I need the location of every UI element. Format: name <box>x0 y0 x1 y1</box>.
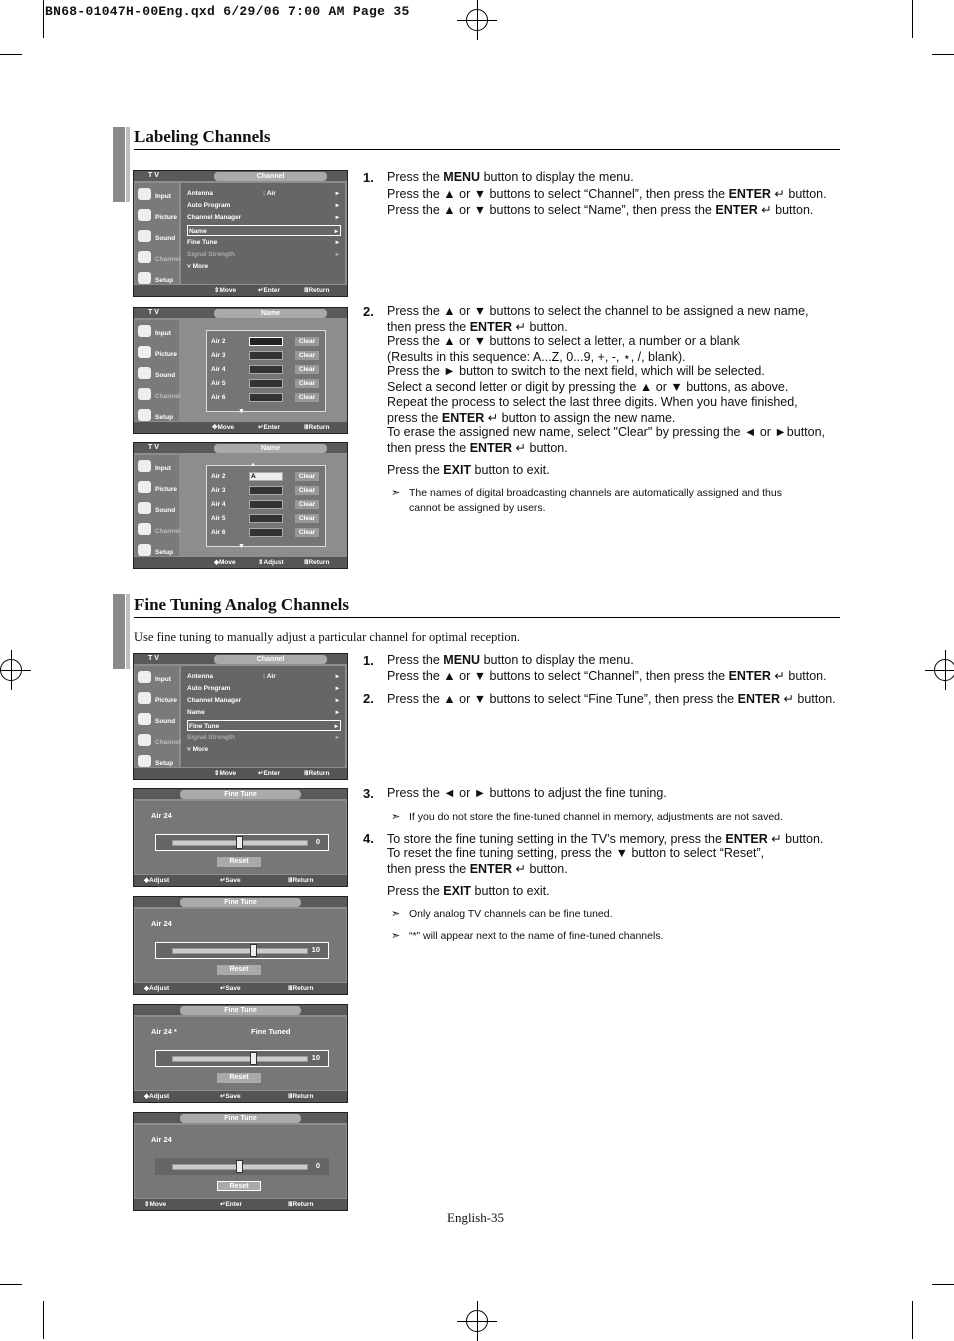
name-field <box>249 528 283 537</box>
move-hint: ✥ Move <box>212 424 235 431</box>
sidebar-label: Input <box>155 330 171 337</box>
return-hint: Ⅲ Return <box>304 287 330 294</box>
section-rule <box>134 617 840 618</box>
fine-tune-slider <box>155 1158 329 1175</box>
section-rule <box>134 149 840 150</box>
step-text: To erase the assigned new name, select "Clear" by pressing the ◄ or ►button, <box>387 425 826 439</box>
chevron-down-icon: ▼ <box>238 408 245 415</box>
channel-icon <box>138 388 151 400</box>
menu-item-label: Auto Program <box>187 685 231 692</box>
menu-item-label: More <box>192 746 209 753</box>
fine-tune-panel <box>135 1017 346 1090</box>
tv-menu-list <box>181 183 345 284</box>
arrow-right-icon: ▸ <box>335 709 339 716</box>
sidebar-label: Picture <box>155 697 178 704</box>
name-row: Air 5 Clear <box>211 378 321 389</box>
return-hint: Ⅲ Return <box>288 985 314 992</box>
name-field <box>249 379 283 388</box>
move-hint: ⇕ Move <box>144 1201 167 1208</box>
return-hint: Ⅲ Return <box>288 1201 314 1208</box>
menu-item-label: Channel Manager <box>187 697 242 704</box>
note-arrow-icon: ➣ <box>391 908 401 920</box>
sidebar-item-sound <box>135 710 179 730</box>
step-text: then press the ENTER ↵ button. <box>387 441 568 455</box>
page-number: English-35 <box>447 1210 505 1225</box>
name-field <box>249 500 283 509</box>
step-text: Repeat the process to select the last three digits. When you have finished, <box>387 395 798 409</box>
sidebar-label: Sound <box>155 718 176 725</box>
menu-item-auto-program <box>187 683 341 694</box>
clear-button: Clear <box>295 500 319 509</box>
slider-value: 10 <box>311 945 320 954</box>
menu-item-name <box>187 225 341 236</box>
fine-tuned-label: Fine Tuned <box>251 1027 291 1036</box>
picture-icon <box>138 209 151 221</box>
return-hint: Ⅲ Return <box>304 559 330 566</box>
setup-icon <box>138 755 151 767</box>
section-bar <box>113 127 125 202</box>
name-row: Air 3 Clear <box>211 485 321 496</box>
chevron-down-icon: ˅ <box>187 746 193 753</box>
menu-item-label: Auto Program <box>187 202 231 209</box>
registration-mark <box>466 1310 488 1332</box>
arrow-right-icon: ▸ <box>335 251 339 258</box>
step-text: To store the fine tuning setting in the TV’s memory, press the ENTER ↵ button. <box>387 832 824 846</box>
sound-icon <box>138 230 151 242</box>
slider-knob <box>236 836 243 849</box>
crop-mark <box>912 1301 913 1339</box>
sidebar-item-sound <box>135 499 179 519</box>
move-hint: ◆ Move <box>214 559 236 566</box>
channel-icon <box>138 251 151 263</box>
slider-knob <box>236 1160 243 1173</box>
arrow-right-icon: ▸ <box>334 228 338 235</box>
sidebar-label: Channel <box>155 393 181 400</box>
step-text: Press the EXIT button to exit. <box>387 463 550 477</box>
save-hint: ↵ Save <box>220 1093 241 1100</box>
menu-item-label: Fine Tune <box>187 239 218 246</box>
menu-item-antenna <box>187 188 341 199</box>
crop-mark <box>43 1301 44 1339</box>
name-row: Air 6 Clear <box>211 527 321 538</box>
step-number: 3. <box>363 786 374 801</box>
menu-item-more <box>187 744 341 755</box>
name-row: Air 2 A Clear <box>211 471 321 482</box>
note-arrow-icon: ➣ <box>391 811 401 823</box>
section-title: Fine Tuning Analog Channels <box>134 595 349 614</box>
step-text: Press the ▲ or ▼ buttons to select “Fine Tune”, then press the ENTER ↵ button. <box>387 692 836 706</box>
input-icon <box>138 671 151 683</box>
tv-screen-channel-menu <box>133 170 348 297</box>
step-text: Select a second letter or digit by pressing the ▲ or ▼ buttons, as above. <box>387 380 789 394</box>
clear-button: Clear <box>295 528 319 537</box>
sidebar-item-input <box>135 185 179 205</box>
fine-tune-panel <box>135 1125 346 1198</box>
adjust-hint: ◆ Adjust <box>144 985 170 992</box>
step-text: Press the MENU button to display the menu. <box>387 170 634 184</box>
crop-mark <box>0 54 22 55</box>
tv-screen-fine-tune-1 <box>133 788 348 887</box>
arrow-right-icon: ▸ <box>335 685 339 692</box>
sidebar-label: Picture <box>155 486 178 493</box>
tv-screen-channel-menu-finetune <box>133 653 348 780</box>
setup-icon <box>138 544 151 556</box>
menu-title: Name <box>214 309 327 318</box>
fine-tune-slider <box>155 942 329 959</box>
step-text: Press the ▲ or ▼ buttons to select “Name”, then press the ENTER ↵ button. <box>387 203 814 217</box>
name-row: Air 3 Clear <box>211 350 321 361</box>
tv-bottom-bar <box>134 285 347 296</box>
menu-title: Channel <box>214 172 327 181</box>
tv-menu-list <box>181 666 345 767</box>
clear-button: Clear <box>295 337 319 346</box>
input-icon <box>138 325 151 337</box>
picture-icon <box>138 692 151 704</box>
name-field: A <box>249 472 283 481</box>
menu-item-fine-tune <box>187 237 341 248</box>
return-hint: Ⅲ Return <box>288 1093 314 1100</box>
registration-mark <box>0 659 22 681</box>
step-text: then press the ENTER ↵ button. <box>387 862 568 876</box>
arrow-right-icon: ▸ <box>335 239 339 246</box>
sidebar-item-channel <box>135 248 179 268</box>
section-title: Labeling Channels <box>134 127 271 146</box>
tv-screen-name-edit <box>133 442 348 569</box>
menu-title: Name <box>214 444 327 453</box>
menu-item-label: Channel Manager <box>187 214 242 221</box>
note-text: If you do not store the fine-tuned channel in memory, adjustments are not saved. <box>409 811 783 823</box>
tv-screen-fine-tune-3 <box>133 1004 348 1103</box>
name-list <box>206 462 326 547</box>
slider-value: 0 <box>315 1161 320 1170</box>
sidebar-item-input <box>135 457 179 477</box>
tv-sidebar <box>135 320 179 421</box>
sidebar-label: Setup <box>155 549 174 556</box>
channel-icon <box>138 523 151 535</box>
name-row: Air 2 Clear <box>211 336 321 347</box>
enter-hint: ↵ Enter <box>220 1201 243 1208</box>
name-field <box>249 337 283 346</box>
enter-hint: ↵ Enter <box>258 424 281 431</box>
step-number: 2. <box>363 304 374 319</box>
menu-title: Fine Tune <box>180 1006 301 1015</box>
note-text: Only analog TV channels can be fine tuned. <box>409 908 613 920</box>
menu-item-label: More <box>192 263 209 270</box>
tv-label: T V <box>148 172 159 179</box>
crop-mark <box>43 0 44 38</box>
tv-bottom-bar <box>134 422 347 433</box>
tv-screen-fine-tune-2 <box>133 896 348 995</box>
name-field <box>249 514 283 523</box>
section-bar <box>113 594 125 669</box>
name-list <box>206 330 326 412</box>
step-number: 1. <box>363 653 374 668</box>
crop-mark <box>0 1284 22 1285</box>
tv-bottom-bar <box>134 875 347 886</box>
sidebar-label: Input <box>155 193 171 200</box>
slider-track <box>172 948 308 954</box>
arrow-right-icon: ▸ <box>335 190 339 197</box>
fine-tune-panel <box>135 909 346 982</box>
menu-item-fine-tune <box>187 720 341 731</box>
step-text: (Results in this sequence: A...Z, 0...9, +, -, ⋆, /, blank). <box>387 350 686 364</box>
name-row: Air 4 Clear <box>211 364 321 375</box>
clear-button: Clear <box>295 472 319 481</box>
enter-hint: ↵ Enter <box>258 287 281 294</box>
channel-label: Air 24 <box>151 1135 172 1144</box>
fine-tune-slider <box>155 834 329 851</box>
sidebar-item-picture <box>135 478 179 498</box>
menu-item-label: Signal Strength <box>187 251 236 258</box>
return-hint: Ⅲ Return <box>288 877 314 884</box>
sidebar-label: Channel <box>155 528 181 535</box>
clear-button: Clear <box>295 365 319 374</box>
step-text: Press the ▲ or ▼ buttons to select the channel to be assigned a new name, <box>387 304 809 318</box>
registration-mark <box>466 9 488 31</box>
step-text: press the ENTER ↵ button to assign the new name. <box>387 411 676 425</box>
registration-mark <box>934 659 954 681</box>
channel-icon <box>138 734 151 746</box>
reset-button: Reset <box>217 965 261 975</box>
tv-label: T V <box>148 309 159 316</box>
crop-mark <box>932 1284 954 1285</box>
sidebar-item-channel <box>135 731 179 751</box>
name-row: Air 4 Clear <box>211 499 321 510</box>
sidebar-label: Picture <box>155 214 178 221</box>
sidebar-item-input <box>135 668 179 688</box>
tv-sidebar <box>135 666 179 767</box>
menu-item-more <box>187 261 341 272</box>
menu-item-antenna <box>187 671 341 682</box>
step-text: Press the ▲ or ▼ buttons to select a letter, a number or a blank <box>387 334 740 348</box>
clear-button: Clear <box>295 351 319 360</box>
arrow-right-icon: ▸ <box>334 723 338 730</box>
note-arrow-icon: ➣ <box>391 930 401 942</box>
name-row: Air 6 Clear <box>211 392 321 403</box>
tv-bottom-bar <box>134 768 347 779</box>
menu-title: Channel <box>214 655 327 664</box>
step-text: Press the ► button to switch to the next field, which will be selected. <box>387 364 765 378</box>
sidebar-item-input <box>135 322 179 342</box>
menu-title: Fine Tune <box>180 898 301 907</box>
sidebar-label: Input <box>155 676 171 683</box>
arrow-right-icon: ▸ <box>335 673 339 680</box>
sound-icon <box>138 713 151 725</box>
chevron-up-icon: ▲ <box>250 462 256 468</box>
tv-bottom-bar <box>134 1199 347 1210</box>
note-text: The names of digital broadcasting channels are automatically assigned and thus <box>409 487 782 499</box>
menu-item-channel-manager <box>187 212 341 223</box>
clear-button: Clear <box>295 393 319 402</box>
sound-icon <box>138 367 151 379</box>
enter-hint: ↵ Enter <box>258 770 281 777</box>
sidebar-label: Channel <box>155 256 181 263</box>
clear-button: Clear <box>295 514 319 523</box>
menu-item-signal-strength <box>187 732 341 743</box>
setup-icon <box>138 272 151 284</box>
name-field <box>249 486 283 495</box>
note-arrow-icon: ➣ <box>391 487 401 499</box>
sidebar-label: Channel <box>155 739 181 746</box>
fine-tune-panel <box>135 801 346 874</box>
step-number: 2. <box>363 691 374 706</box>
sidebar-label: Sound <box>155 507 176 514</box>
sidebar-label: Sound <box>155 235 176 242</box>
picture-icon <box>138 481 151 493</box>
arrow-right-icon: ▸ <box>335 697 339 704</box>
menu-item-label: Name <box>189 228 207 235</box>
tv-bottom-bar <box>134 557 347 568</box>
menu-item-label: Fine Tune <box>189 723 220 730</box>
arrow-right-icon: ▸ <box>335 734 339 741</box>
return-hint: Ⅲ Return <box>304 424 330 431</box>
return-hint: Ⅲ Return <box>304 770 330 777</box>
sidebar-label: Sound <box>155 372 176 379</box>
clear-button: Clear <box>295 379 319 388</box>
adjust-hint: ⇕ Adjust <box>258 559 284 566</box>
menu-item-value: : Air <box>263 673 276 680</box>
tv-bottom-bar <box>134 1091 347 1102</box>
menu-item-label: Antenna <box>187 673 213 680</box>
save-hint: ↵ Save <box>220 985 241 992</box>
sidebar-item-picture <box>135 206 179 226</box>
step-text: Press the ▲ or ▼ buttons to select “Channel”, then press the ENTER ↵ button. <box>387 187 827 201</box>
channel-label: Air 24 * <box>151 1027 177 1036</box>
sidebar-label: Input <box>155 465 171 472</box>
step-text: Press the EXIT button to exit. <box>387 884 550 898</box>
menu-title: Fine Tune <box>180 790 301 799</box>
step-text: Press the MENU button to display the menu. <box>387 653 634 667</box>
step-text: Press the ▲ or ▼ buttons to select “Channel”, then press the ENTER ↵ button. <box>387 669 827 683</box>
channel-label: Air 24 <box>151 919 172 928</box>
sidebar-item-picture <box>135 689 179 709</box>
section-bar <box>126 594 130 669</box>
setup-icon <box>138 409 151 421</box>
tv-sidebar <box>135 183 179 284</box>
name-field <box>249 393 283 402</box>
sidebar-label: Setup <box>155 277 174 284</box>
step-number: 4. <box>363 831 374 846</box>
menu-item-label: Signal Strength <box>187 734 236 741</box>
picture-icon <box>138 346 151 358</box>
arrow-right-icon: ▸ <box>335 202 339 209</box>
print-file-header: BN68-01047H-00Eng.qxd 6/29/06 7:00 AM Page 35 <box>45 4 410 19</box>
sidebar-label: Picture <box>155 351 178 358</box>
sidebar-item-picture <box>135 343 179 363</box>
clear-button: Clear <box>295 486 319 495</box>
sidebar-item-sound <box>135 227 179 247</box>
fine-tune-slider <box>155 1050 329 1067</box>
save-hint: ↵ Save <box>220 877 241 884</box>
adjust-hint: ◆ Adjust <box>144 1093 170 1100</box>
sidebar-item-channel <box>135 385 179 405</box>
name-field <box>249 351 283 360</box>
channel-label: Air 24 <box>151 811 172 820</box>
crop-mark <box>912 0 913 38</box>
note-text: “*” will appear next to the name of fine-tuned channels. <box>409 930 664 942</box>
adjust-hint: ◆ Adjust <box>144 877 170 884</box>
sidebar-item-channel <box>135 520 179 540</box>
reset-button: Reset <box>217 1181 261 1191</box>
menu-item-label: Antenna <box>187 190 213 197</box>
tv-screen-name <box>133 307 348 434</box>
slider-value: 0 <box>315 837 320 846</box>
name-field <box>249 365 283 374</box>
crop-mark <box>932 54 954 55</box>
section-intro: Use fine tuning to manually adjust a particular channel for optimal reception. <box>134 630 520 644</box>
move-hint: ⇕ Move <box>214 287 237 294</box>
step-number: 1. <box>363 170 374 185</box>
slider-value: 10 <box>311 1053 320 1062</box>
section-bar <box>126 127 130 202</box>
slider-knob <box>250 1052 257 1065</box>
menu-item-signal-strength <box>187 249 341 260</box>
step-text: To reset the fine tuning setting, press the ▼ button to select “Reset”, <box>387 846 765 860</box>
sound-icon <box>138 502 151 514</box>
name-row: Air 5 Clear <box>211 513 321 524</box>
tv-label: T V <box>148 655 159 662</box>
reset-button: Reset <box>217 1073 261 1083</box>
step-text: then press the ENTER ↵ button. <box>387 320 568 334</box>
input-icon <box>138 460 151 472</box>
menu-item-channel-manager <box>187 695 341 706</box>
note-text: cannot be assigned by users. <box>409 502 546 514</box>
chevron-down-icon: ▼ <box>238 543 245 550</box>
step-text: Press the ◄ or ► buttons to adjust the fine tuning. <box>387 786 667 800</box>
tv-sidebar <box>135 455 179 556</box>
input-icon <box>138 188 151 200</box>
tv-label: T V <box>148 444 159 451</box>
sidebar-label: Setup <box>155 414 174 421</box>
sidebar-item-sound <box>135 364 179 384</box>
tv-screen-fine-tune-4 <box>133 1112 348 1211</box>
arrow-right-icon: ▸ <box>335 214 339 221</box>
chevron-down-icon: ˅ <box>187 263 193 270</box>
menu-item-name <box>187 707 341 718</box>
tv-bottom-bar <box>134 983 347 994</box>
slider-track <box>172 1056 308 1062</box>
slider-knob <box>250 944 257 957</box>
menu-item-label: Name <box>187 709 205 716</box>
move-hint: ⇕ Move <box>214 770 237 777</box>
menu-item-value: : Air <box>263 190 276 197</box>
reset-button: Reset <box>217 857 261 867</box>
menu-item-auto-program <box>187 200 341 211</box>
sidebar-label: Setup <box>155 760 174 767</box>
menu-title: Fine Tune <box>180 1114 301 1123</box>
